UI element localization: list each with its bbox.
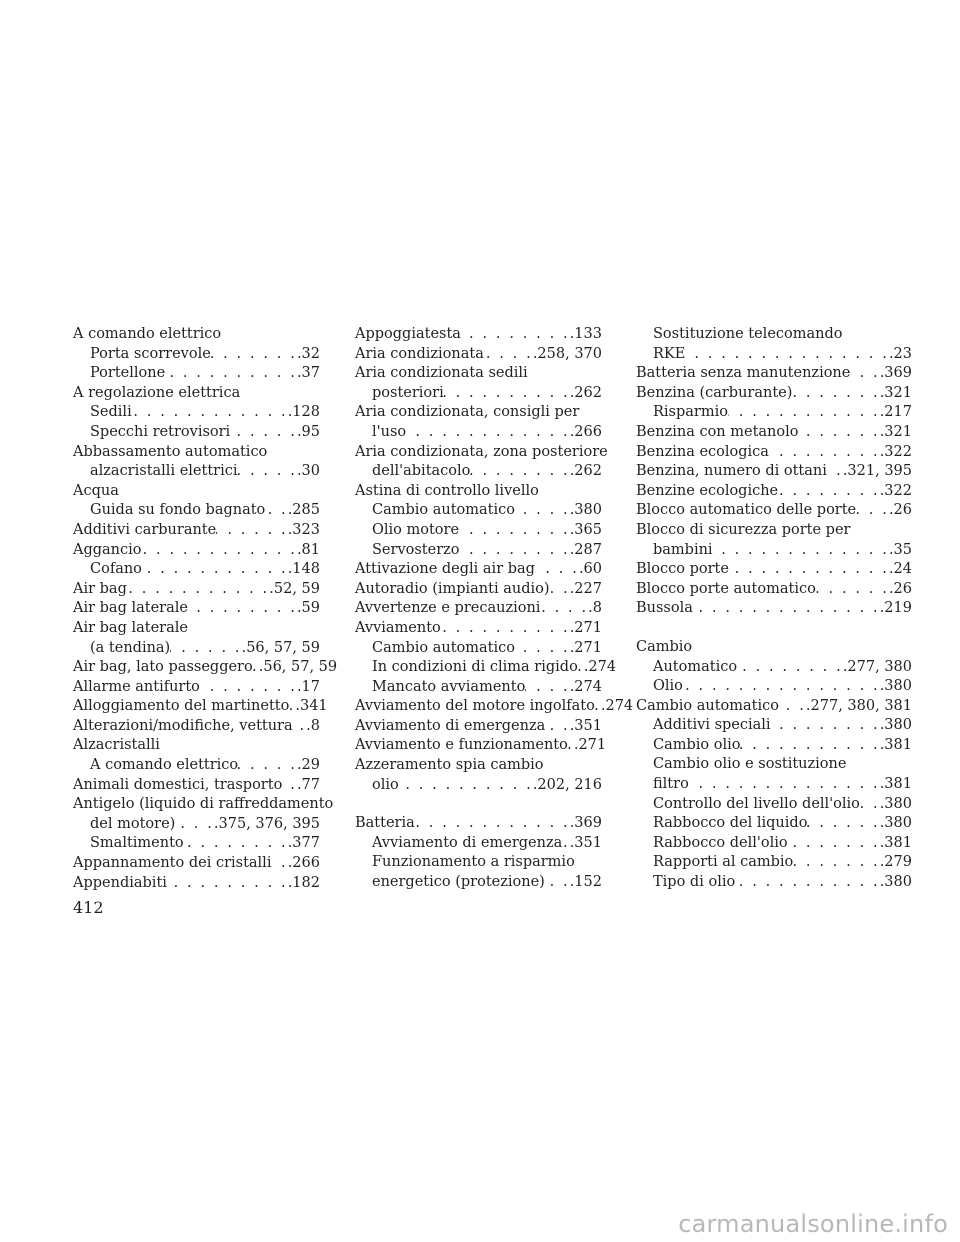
index-entry: [73, 423, 320, 443]
index-entry: [636, 814, 912, 834]
index-page-ref: .277, 380: [842, 658, 912, 675]
dot-leader: [165, 364, 297, 384]
index-term: A comando elettrico: [90, 757, 239, 774]
index-entry: [355, 521, 602, 541]
index-page-ref: .321: [879, 423, 912, 440]
index-page-ref: .217: [879, 404, 912, 421]
dot-leader: [771, 716, 880, 736]
index-page-ref: .375, 376, 395: [213, 815, 320, 832]
watermark-text: carmanualsonline.info: [678, 1210, 948, 1238]
index-entry: [636, 716, 912, 736]
index-entry: [73, 521, 320, 541]
index-term: Mancato avviamento: [372, 678, 526, 695]
index-heading: A regolazione elettrica: [73, 384, 241, 401]
dot-leader: [798, 423, 879, 443]
index-term: Autoradio (impianti audio): [355, 580, 550, 597]
index-term: Porta scorrevole: [90, 345, 211, 362]
index-page-ref: .52, 59: [269, 580, 320, 597]
index-entry: [636, 384, 912, 404]
index-entry: [636, 423, 912, 443]
dot-leader: [827, 462, 843, 482]
index-entry: [355, 345, 602, 365]
index-page-ref: .380: [879, 678, 912, 695]
dot-leader: [540, 599, 588, 619]
index-page-ref: .227: [569, 580, 602, 597]
index-page-ref: .322: [879, 482, 912, 499]
index-entry: [636, 873, 912, 893]
index-term: Air bag: [73, 580, 127, 597]
index-heading: Acqua: [73, 482, 119, 499]
index-term: Avvertenze e precauzioni: [355, 600, 541, 617]
index-page-ref: .182: [287, 874, 320, 891]
dot-leader: [444, 384, 570, 404]
dot-leader: [737, 658, 843, 678]
dot-leader: [515, 639, 570, 659]
index-entry: [355, 814, 602, 834]
dot-leader: [293, 717, 307, 737]
dot-leader: [788, 834, 880, 854]
index-heading: A comando elettrico: [73, 326, 222, 342]
index-heading: Antigelo (liquido di raffreddamento: [73, 796, 334, 813]
index-page-ref: .381: [879, 736, 912, 753]
index-page-ref: .321, 395: [842, 463, 912, 480]
index-page-ref: .351: [569, 834, 602, 851]
index-entry: [355, 423, 602, 443]
index-term: Olio: [653, 678, 683, 695]
index-entry: [636, 658, 912, 678]
index-entry: [73, 501, 320, 521]
dot-leader: [441, 619, 570, 639]
index-term: Appendiabiti: [73, 874, 167, 891]
index-entry: [73, 580, 320, 600]
index-page-ref: .23: [888, 345, 912, 362]
index-entry: [355, 834, 602, 854]
dot-leader: [769, 443, 880, 463]
index-entry: [636, 677, 912, 697]
index-entry: [73, 658, 338, 678]
index-heading: Cambio: [636, 638, 693, 655]
index-term: Benzina, numero di ottani: [636, 463, 827, 480]
index-page-ref: .32: [296, 345, 320, 362]
dot-leader: [132, 403, 288, 423]
index-entry: [355, 736, 607, 756]
dot-leader: [238, 756, 297, 776]
index-page-ref: .35: [888, 541, 912, 558]
section-gap: [355, 795, 602, 814]
dot-leader: [860, 795, 880, 815]
index-term: Aria condizionata: [355, 345, 484, 362]
index-term: Tipo di olio: [653, 874, 736, 891]
index-page-ref: .24: [888, 561, 912, 578]
index-heading: Cambio olio e sostituzione: [653, 756, 847, 773]
index-page-ref: .380: [879, 815, 912, 832]
index-term: olio: [372, 776, 399, 793]
dot-leader: [237, 462, 296, 482]
index-page-ref: .274: [600, 698, 634, 715]
dot-leader: [167, 874, 288, 894]
dot-leader: [713, 541, 889, 561]
index-entry: [73, 874, 320, 894]
dot-leader: [200, 678, 297, 698]
index-term: filtro: [653, 776, 689, 793]
index-entry: [636, 795, 912, 815]
dot-leader: [562, 834, 569, 854]
index-entry: [355, 658, 617, 678]
index-page-ref: .341: [295, 698, 328, 715]
index-term: Rapporti al cambio: [653, 854, 794, 871]
index-term: Appoggiatesta: [355, 326, 461, 342]
index-heading: Aria condizionata, zona posteriore: [355, 443, 608, 460]
dot-leader: [188, 599, 297, 619]
index-entry: [355, 325, 602, 345]
index-term: Guida su fondo bagnato: [90, 502, 266, 519]
dot-leader: [778, 482, 880, 502]
index-entry: [73, 560, 320, 580]
dot-leader: [142, 560, 288, 580]
index-term: Allarme antifurto: [73, 678, 200, 695]
index-entry: [636, 403, 912, 423]
index-entry: [355, 384, 602, 404]
index-page-ref: .30: [296, 463, 320, 480]
index-entry: [636, 462, 912, 482]
index-entry: [636, 482, 912, 502]
index-term: Blocco automatico delle porte: [636, 502, 857, 519]
dot-leader: [461, 325, 570, 345]
index-term: Risparmio: [653, 404, 728, 421]
index-page-ref: .351: [569, 717, 602, 734]
index-term: Appannamento dei cristalli: [73, 855, 272, 872]
index-term: Air bag, lato passeggero: [73, 659, 253, 676]
index-entry: [636, 443, 912, 463]
index-entry: [355, 697, 634, 717]
index-term: Avviamento: [355, 619, 441, 636]
dot-leader: [807, 814, 879, 834]
dot-leader: [184, 834, 288, 854]
index-term: Alloggiamento del martinetto: [73, 698, 290, 715]
index-page-ref: .262: [569, 384, 602, 401]
index-entry: [355, 717, 602, 737]
dot-leader: [793, 853, 879, 873]
index-entry: [355, 619, 602, 639]
index-page-ref: .380: [569, 502, 602, 519]
index-page-ref: .274: [583, 659, 617, 676]
index-entry: [636, 834, 912, 854]
index-page-ref: .323: [287, 521, 320, 538]
index-column-1: [73, 325, 338, 893]
index-heading: Astina di controllo livello: [355, 482, 539, 499]
index-page-ref: .322: [879, 443, 912, 460]
index-heading: Azzeramento spia cambio: [355, 757, 544, 774]
index-term: Benzine ecologiche: [636, 482, 779, 499]
index-term: Avviamento del motore ingolfato: [355, 698, 595, 715]
index-term: dell'abitacolo: [372, 463, 471, 480]
index-term: Cambio automatico: [372, 502, 515, 519]
index-term: Benzina (carburante): [636, 384, 793, 401]
index-term: Cambio automatico: [372, 639, 515, 656]
index-entry: [636, 345, 912, 365]
index-term: Sedili: [90, 404, 132, 421]
dot-leader: [792, 384, 879, 404]
index-page-ref: .381: [879, 834, 912, 851]
index-entry: [636, 364, 912, 384]
index-term: Avviamento di emergenza: [372, 834, 563, 851]
index-page-ref: .365: [569, 521, 602, 538]
index-term: RKE: [653, 345, 686, 362]
dot-leader: [545, 873, 570, 893]
index-page-ref: .77: [296, 776, 320, 793]
index-term: Automatico: [653, 658, 738, 675]
dot-leader: [850, 364, 879, 384]
index-page-ref: .258, 370: [532, 345, 602, 362]
index-heading: Funzionamento a risparmio: [372, 854, 575, 871]
index-term: Batteria: [355, 815, 415, 832]
dot-leader: [545, 717, 569, 737]
dot-leader: [856, 501, 889, 521]
dot-leader: [399, 776, 533, 796]
index-page-ref: .17: [296, 678, 320, 695]
index-entry: [73, 345, 320, 365]
index-entry: [355, 776, 602, 796]
dot-leader: [211, 345, 297, 365]
index-term: Avviamento e funzionamento: [355, 737, 568, 754]
index-term: Rabbocco dell'olio: [653, 834, 788, 851]
index-term: Specchi retrovisori: [90, 423, 231, 440]
dot-leader: [216, 521, 287, 541]
dot-leader: [230, 423, 297, 443]
index-term: Blocco porte automatico: [636, 580, 816, 597]
index-term: Air bag laterale: [73, 600, 188, 617]
index-page-ref: .133: [569, 326, 602, 342]
dot-leader: [271, 854, 287, 874]
index-column-2: [355, 325, 634, 893]
index-page-ref: .81: [296, 541, 320, 558]
index-entry: [636, 560, 912, 580]
index-column-3: [636, 325, 912, 893]
index-term: bambini: [653, 541, 713, 558]
index-page-ref: .380: [879, 874, 912, 891]
index-entry: [355, 462, 602, 482]
dot-leader: [170, 639, 241, 659]
index-page-ref: .277, 380, 381: [805, 697, 912, 714]
index-entry: [636, 501, 912, 521]
index-page-ref: .262: [569, 463, 602, 480]
index-entry: [73, 834, 320, 854]
index-page-ref: .8: [588, 600, 602, 617]
index-heading: Air bag laterale: [73, 619, 188, 636]
dot-leader: [728, 403, 880, 423]
index-page-ref: .369: [569, 815, 602, 832]
index-entry: [73, 599, 320, 619]
index-term: del motore): [90, 815, 176, 832]
dot-leader: [693, 599, 880, 619]
index-entry: [636, 541, 912, 561]
index-page-ref: .381: [879, 776, 912, 793]
index-entry: [636, 580, 912, 600]
dot-leader: [816, 580, 889, 600]
index-page-ref: .369: [879, 365, 912, 382]
index-entry: [73, 717, 320, 737]
index-page-ref: .59: [296, 600, 320, 617]
dot-leader: [683, 677, 880, 697]
index-entry: [73, 541, 320, 561]
index-term: Cambio automatico: [636, 697, 779, 714]
index-page-ref: .128: [287, 404, 320, 421]
index-page-ref: .8: [306, 717, 320, 734]
dot-leader: [779, 697, 806, 717]
index-page-ref: .56, 57, 59: [241, 639, 320, 656]
index-heading: Sostituzione telecomando: [653, 326, 843, 342]
index-entry: [73, 639, 320, 659]
index-entry: [355, 639, 602, 659]
dot-leader: [515, 501, 570, 521]
index-entry: [73, 854, 320, 874]
index-entry: [355, 580, 602, 600]
dot-leader: [415, 814, 570, 834]
index-heading: Blocco di sicurezza porte per: [636, 521, 851, 538]
dot-leader: [525, 678, 569, 698]
index-entry: [73, 678, 320, 698]
index-term: Bussola: [636, 600, 693, 617]
index-page-ref: .37: [296, 365, 320, 382]
index-entry: [73, 776, 320, 796]
index-page-ref: .380: [879, 717, 912, 734]
index-term: Rabbocco del liquido: [653, 815, 808, 832]
index-page-ref: .380: [879, 795, 912, 812]
index-heading: Abbassamento automatico: [73, 443, 268, 460]
index-entry: [73, 462, 320, 482]
index-entry: [636, 599, 912, 619]
index-page-ref: .271: [569, 619, 602, 636]
dot-leader: [729, 560, 889, 580]
index-page-ref: .377: [287, 835, 320, 852]
index-entry: [636, 853, 912, 873]
index-term: Attivazione degli air bag: [355, 561, 535, 578]
index-entry: [73, 756, 320, 776]
index-page-ref: .287: [569, 541, 602, 558]
index-term: Cofano: [90, 561, 142, 578]
page-number: 412: [73, 898, 104, 917]
index-heading: Aria condizionata, consigli per: [355, 404, 580, 421]
index-term: energetico (protezione): [372, 874, 545, 891]
dot-leader: [550, 580, 570, 600]
index-term: Avviamento di emergenza: [355, 717, 546, 734]
index-entry: [73, 403, 320, 423]
index-term: Aggancio: [73, 541, 142, 558]
index-term: In condizioni di clima rigido: [372, 659, 578, 676]
index-term: Animali domestici, trasporto: [73, 776, 283, 793]
index-page-ref: .95: [296, 423, 320, 440]
index-entry: [636, 775, 912, 795]
dot-leader: [406, 423, 570, 443]
index-term: Benzina con metanolo: [636, 423, 799, 440]
index-term: Cambio olio: [653, 736, 741, 753]
index-page-ref: .274: [569, 678, 602, 695]
index-page-ref: .56, 57, 59: [258, 659, 338, 676]
index-heading: Aria condizionata sedili: [355, 365, 528, 382]
dot-leader: [175, 815, 214, 835]
index-page-ref: .321: [879, 384, 912, 401]
index-term: Alterazioni/modifiche, vettura: [73, 717, 293, 734]
index-term: Additivi speciali: [653, 717, 771, 734]
index-entry: [73, 815, 320, 835]
dot-leader: [460, 541, 570, 561]
index-page-ref: .26: [888, 580, 912, 597]
dot-leader: [142, 541, 297, 561]
index-entry: [355, 541, 602, 561]
index-term: Portellone: [90, 365, 166, 382]
index-term: Smaltimento: [90, 835, 184, 852]
index-page-ref: .60: [578, 561, 602, 578]
index-page-ref: .266: [569, 423, 602, 440]
index-term: (a tendina): [90, 639, 171, 656]
index-entry: [73, 697, 328, 717]
dot-leader: [740, 736, 879, 756]
index-heading: Alzacristalli: [73, 737, 160, 754]
dot-leader: [484, 345, 533, 365]
index-entry: [73, 364, 320, 384]
index-entry: [636, 697, 912, 717]
index-entry: [636, 736, 912, 756]
index-term: l'uso: [372, 423, 407, 440]
dot-leader: [535, 560, 579, 580]
index-page-ref: .29: [296, 757, 320, 774]
index-entry: [355, 599, 602, 619]
index-page-ref: .202, 216: [532, 776, 602, 793]
dot-leader: [265, 501, 287, 521]
index-entry: [355, 873, 602, 893]
index-term: alzacristalli elettrici: [90, 463, 238, 480]
index-page-ref: .279: [879, 854, 912, 871]
dot-leader: [470, 462, 569, 482]
index-page-ref: .152: [569, 874, 602, 891]
index-page-ref: .271: [573, 737, 607, 754]
index-page-ref: .148: [287, 561, 320, 578]
index-entry: [355, 501, 602, 521]
index-term: Additivi carburante: [73, 521, 217, 538]
index-page-ref: .266: [287, 855, 320, 872]
index-entry: [355, 560, 602, 580]
dot-leader: [685, 345, 889, 365]
index-term: Olio motore: [372, 521, 460, 538]
dot-leader: [127, 580, 269, 600]
index-term: Benzina ecologica: [636, 443, 769, 460]
index-term: Blocco porte: [636, 561, 729, 578]
index-term: posteriori: [372, 384, 444, 401]
index-page-ref: .26: [888, 502, 912, 519]
index-term: Servosterzo: [372, 541, 460, 558]
index-page-ref: .285: [287, 502, 320, 519]
index-page-ref: .271: [569, 639, 602, 656]
index-page-ref: .219: [879, 600, 912, 617]
dot-leader: [459, 521, 570, 541]
dot-leader: [735, 873, 880, 893]
index-term: Batteria senza manutenzione: [636, 365, 851, 382]
section-gap: [636, 619, 912, 638]
dot-leader: [689, 775, 880, 795]
dot-leader: [282, 776, 297, 796]
index-term: Controllo del livello dell'olio: [653, 795, 860, 812]
index-entry: [355, 678, 602, 698]
